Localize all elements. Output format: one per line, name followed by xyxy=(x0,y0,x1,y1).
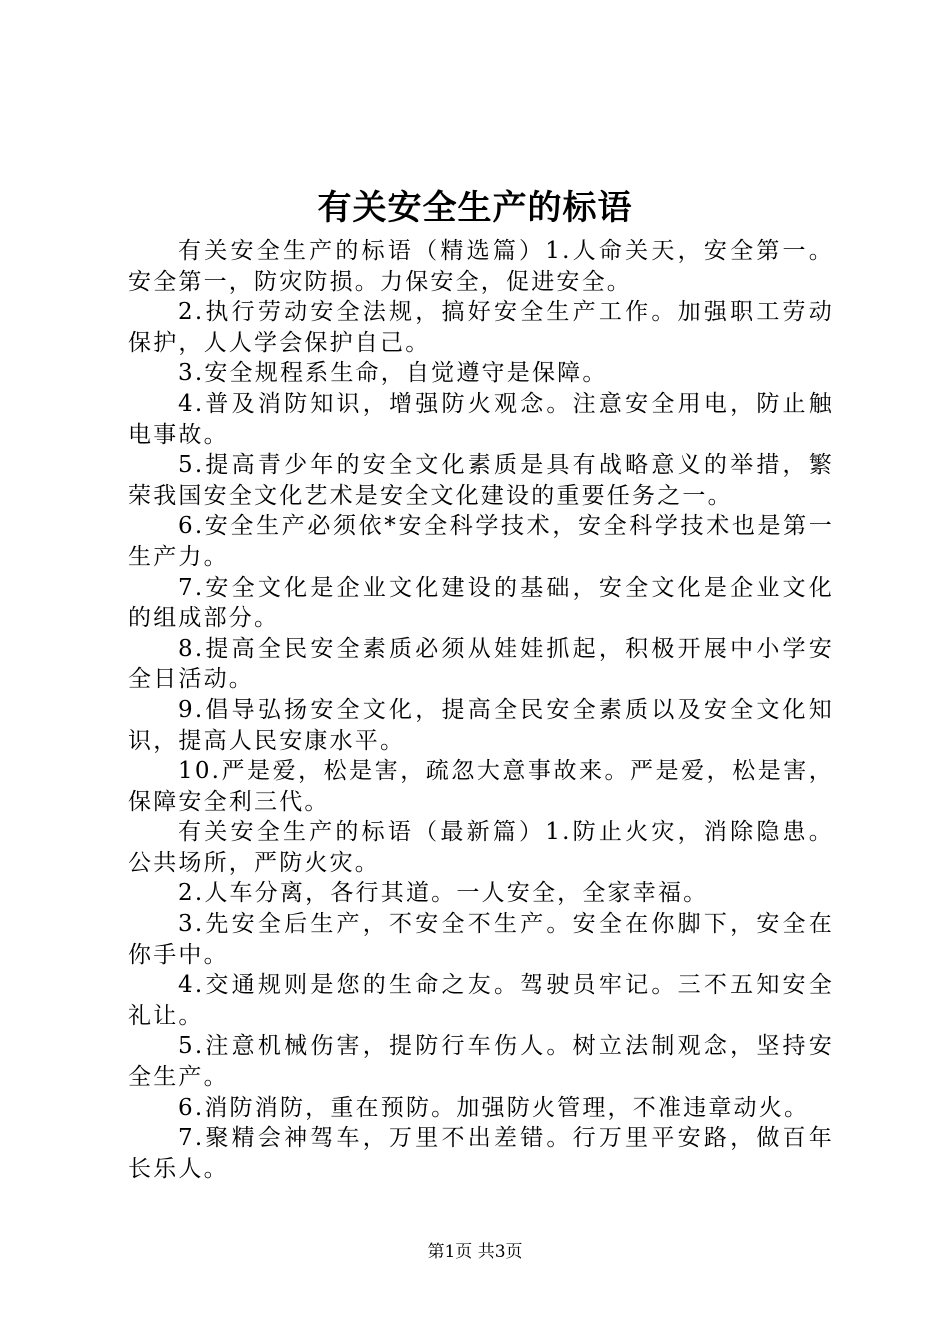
paragraph: 7.安全文化是企业文化建设的基础，安全文化是企业文化的组成部分。 xyxy=(128,574,834,632)
paragraph: 4.交通规则是您的生命之友。驾驶员牢记。三不五知安全礼让。 xyxy=(128,972,834,1029)
document-title: 有关安全生产的标语 xyxy=(317,188,633,228)
paragraph: 7.聚精会神驾车，万里不出差错。行万里平安路，做百年长乐人。 xyxy=(128,1125,834,1182)
paragraph: 3.先安全后生产，不安全不生产。安全在你脚下，安全在你手中。 xyxy=(128,911,834,968)
paragraph: 8.提高全民安全素质必须从娃娃抓起，积极开展中小学安全日活动。 xyxy=(128,635,834,693)
paragraph: 有关安全生产的标语（最新篇）1.防止火灾，消除隐患。公共场所，严防火灾。 xyxy=(128,819,834,876)
paragraph: 5.提高青少年的安全文化素质是具有战略意义的举措，繁荣我国安全文化艺术是安全文化建设的重要任务之一。 xyxy=(128,452,834,509)
page-footer: 第1页 共3页 xyxy=(427,1242,523,1262)
paragraph: 6.安全生产必须依*安全科学技术，安全科学技术也是第一生产力。 xyxy=(128,513,834,570)
paragraph: 9.倡导弘扬安全文化，提高全民安全素质以及安全文化知识，提高人民安康水平。 xyxy=(128,696,834,754)
paragraph: 4.普及消防知识，增强防火观念。注意安全用电，防止触电事故。 xyxy=(128,390,834,448)
document-body xyxy=(128,236,834,1184)
paragraph: 5.注意机械伤害，提防行车伤人。树立法制观念，坚持安全生产。 xyxy=(128,1033,834,1091)
paragraph: 6.消防消防，重在预防。加强防火管理，不准违章动火。 xyxy=(178,1094,810,1121)
paragraph: 2.人车分离，各行其道。一人安全，全家幸福。 xyxy=(178,880,709,907)
paragraph: 10.严是爱，松是害，疏忽大意事故来。严是爱，松是害，保障安全利三代。 xyxy=(128,758,834,815)
paragraph: 2.执行劳动安全法规，搞好安全生产工作。加强职工劳动保护，人人学会保护自己。 xyxy=(128,299,834,356)
paragraph: 3.安全规程系生命，自觉遵守是保障。 xyxy=(178,360,608,387)
paragraph: 有关安全生产的标语（精选篇）1.人命关天，安全第一。安全第一，防灾防损。力保安全，促进安全。 xyxy=(128,238,834,295)
